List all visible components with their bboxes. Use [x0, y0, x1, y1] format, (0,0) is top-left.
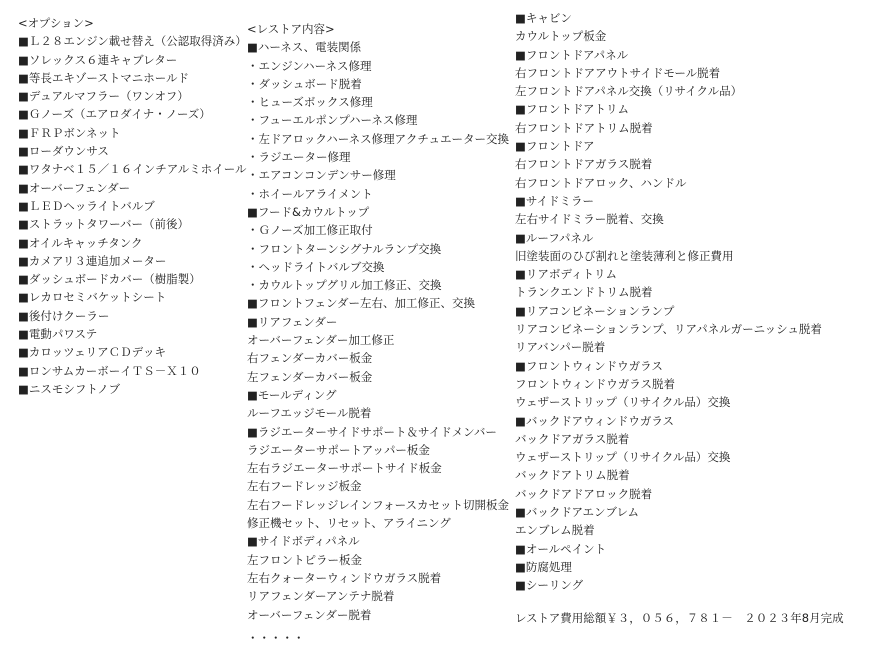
truncated-line: ・・・・・	[247, 631, 305, 645]
restore-item-line: 右フロントドアトリム脱着	[515, 120, 653, 135]
restore-item-line: ■サイドミラー	[515, 193, 595, 208]
option-line: ■オーバーフェンダー	[18, 180, 131, 195]
restore-item-line: ■リアフェンダー	[247, 314, 338, 329]
restore-item-line: ■リアボディトリム	[515, 267, 617, 282]
restore-item-line: ■バックドアエンブレム	[515, 505, 640, 520]
restore-item-line: ■リアコンビネーションランプ	[515, 303, 675, 318]
restore-item-line: ・フューエルポンプハーネス修理	[247, 113, 418, 128]
restore-item-line: ■フロントフェンダー左右、加工修正、交換	[247, 296, 475, 311]
restore-item-line: ラジエーターサポートアッパー板金	[247, 442, 430, 457]
restore-item-line: エンブレム脱着	[515, 523, 595, 538]
restore-item-line: バックドアドアロック脱着	[515, 486, 653, 501]
option-line: ■等長エキゾーストマニホールド	[18, 70, 190, 85]
restore-item-line: ・ヘッドライトバルブ交換	[247, 259, 385, 274]
restore-item-line: 左右フードレッジレインフォースカセット切開板金	[247, 497, 510, 512]
restore-item-line: 右フロントドアロック、ハンドル	[515, 175, 687, 190]
option-line: ■ロンサムカーボーイＴＳ－Ｘ１０	[18, 363, 201, 378]
restore-item-line: 左右フードレッジ板金	[247, 479, 362, 494]
option-line: ■レカロセミバケットシート	[18, 290, 167, 305]
restore-item-line: 旧塗装面のひび割れと塗装薄利と修正費用	[515, 248, 734, 263]
option-line: ■ＬＥＤヘッライトバルブ	[18, 198, 155, 213]
restore-item-line: <レストア内容>	[247, 22, 335, 36]
restore-item-line: ■シーリング	[515, 578, 584, 593]
restore-item-line: ■フロントドアトリム	[515, 102, 630, 117]
restore-item-line: ■フード&カウルトップ	[247, 204, 370, 219]
restore-item-line: フロントウィンドウガラス脱着	[515, 376, 675, 391]
restore-item-line: ■オールペイント	[515, 541, 607, 556]
restore-item-line: ■ラジエーターサイドサポート＆サイドメンバー	[247, 424, 497, 439]
restore-item-line: ・ダッシュボード脱着	[247, 76, 362, 91]
restore-total-cost-note: レストア費用総額￥３，０５６，７８１－ ２０２３年8月完成	[515, 611, 844, 625]
restore-item-line: ウェザーストリップ（リサイクル品）交換	[515, 395, 731, 410]
restore-item-line: 修正機セット、リセット、アライニング	[247, 516, 451, 531]
restore-item-line: ・フロントターンシグナルランプ交換	[247, 241, 442, 256]
restore-item-line: 左右クォーターウィンドウガラス脱着	[247, 570, 442, 585]
option-line: <オプション>	[18, 16, 94, 30]
restore-item-line: バックドアガラス脱着	[515, 431, 630, 446]
option-line: ■ストラットタワーバー（前後）	[18, 217, 190, 232]
restore-item-line: オーバーフェンダー脱着	[247, 607, 372, 622]
option-line: ■オイルキャッチタンク	[18, 235, 143, 250]
restore-content-continued-list	[515, 9, 822, 595]
options-list	[18, 14, 247, 398]
restore-item-line: ・エンジンハーネス修理	[247, 58, 372, 73]
option-line: ■カロッツェリアＣＤデッキ	[18, 345, 166, 360]
restore-item-line: ■モールディング	[247, 387, 337, 402]
restore-item-line: ■フロントドア	[515, 139, 595, 154]
restore-item-line: ・ホイールアライメント	[247, 186, 373, 201]
restore-item-line: ■バックドアウィンドウガラス	[515, 413, 674, 428]
restore-item-line: カウルトップ板金	[515, 29, 607, 44]
option-line: ■Ｇノーズ（エアロダイナ・ノーズ）	[18, 107, 211, 122]
restore-item-line: 左フロントピラー板金	[247, 552, 362, 567]
option-line: ■ダッシュボードカバー（樹脂製）	[18, 272, 201, 287]
option-line: ■電動パワステ	[18, 327, 98, 342]
restore-item-line: ウェザーストリップ（リサイクル品）交換	[515, 450, 731, 465]
restore-item-line: トランクエンドトリム脱着	[515, 285, 653, 300]
option-line: ■後付けクーラー	[18, 308, 110, 323]
restore-item-line: ■ルーフパネル	[515, 230, 594, 245]
restore-item-line: ■フロントウィンドウガラス	[515, 358, 663, 373]
restore-item-line: ■防腐処理	[515, 559, 572, 574]
restore-item-line: リアコンビネーションランプ、リアパネルガーニッシュ脱着	[515, 322, 822, 337]
restore-item-line: リアフェンダーアンテナ脱着	[247, 589, 395, 604]
restore-item-line: ・Ｇノーズ加工修正取付	[247, 223, 373, 238]
restore-item-line: オーバーフェンダー加工修正	[247, 333, 395, 348]
option-line: ■Ｌ２８エンジン載せ替え（公認取得済み）	[18, 34, 247, 49]
restore-item-line: 左フェンダーカバー板金	[247, 369, 373, 384]
option-line: ■ニスモシフトノブ	[18, 381, 121, 396]
restore-item-line: 右フロントドアガラス脱着	[515, 157, 653, 172]
restore-item-line: ■サイドボディパネル	[247, 534, 360, 549]
restore-item-line: 左右ラジエーターサポートサイド板金	[247, 461, 442, 476]
restore-item-line: ・エアコンコンデンサー修理	[247, 168, 396, 183]
restore-item-line: リアバンパー脱着	[515, 340, 606, 355]
restore-item-line: ■ハーネス、電装関係	[247, 40, 362, 55]
restore-content-list	[247, 20, 509, 624]
restore-item-line: ■キャビン	[515, 11, 572, 25]
option-line: ■ワタナベ１５／１６インチアルミホイール	[18, 162, 247, 177]
option-line: ■ＦＲＰボンネット	[18, 125, 121, 140]
restore-item-line: バックドアトリム脱着	[515, 468, 630, 483]
restore-item-line: 右フェンダーカバー板金	[247, 351, 373, 366]
restore-item-line: ・カウルトップグリル加工修正、交換	[247, 278, 442, 293]
option-line: ■デュアルマフラー（ワンオフ）	[18, 89, 189, 104]
restore-item-line: ・左ドアロックハーネス修理アクチュエーター交換	[247, 131, 509, 146]
restore-item-line: ・ヒューズボックス修理	[247, 95, 373, 110]
option-line: ■カメアリ３連追加メーター	[18, 253, 167, 268]
restore-item-line: ■フロントドアパネル	[515, 47, 629, 62]
option-line: ■ソレックス６連キャブレター	[18, 52, 178, 67]
restore-item-line: ・ラジエーター修理	[247, 150, 351, 165]
restore-item-line: 左右サイドミラー脱着、交換	[515, 212, 664, 227]
restore-item-line: ルーフエッジモール脱着	[247, 406, 372, 421]
restore-item-line: 左フロントドアパネル交換（リサイクル品）	[515, 84, 743, 99]
restore-item-line: 右フロントドアアウトサイドモール脱着	[515, 65, 721, 80]
option-line: ■ローダウンサス	[18, 144, 109, 159]
